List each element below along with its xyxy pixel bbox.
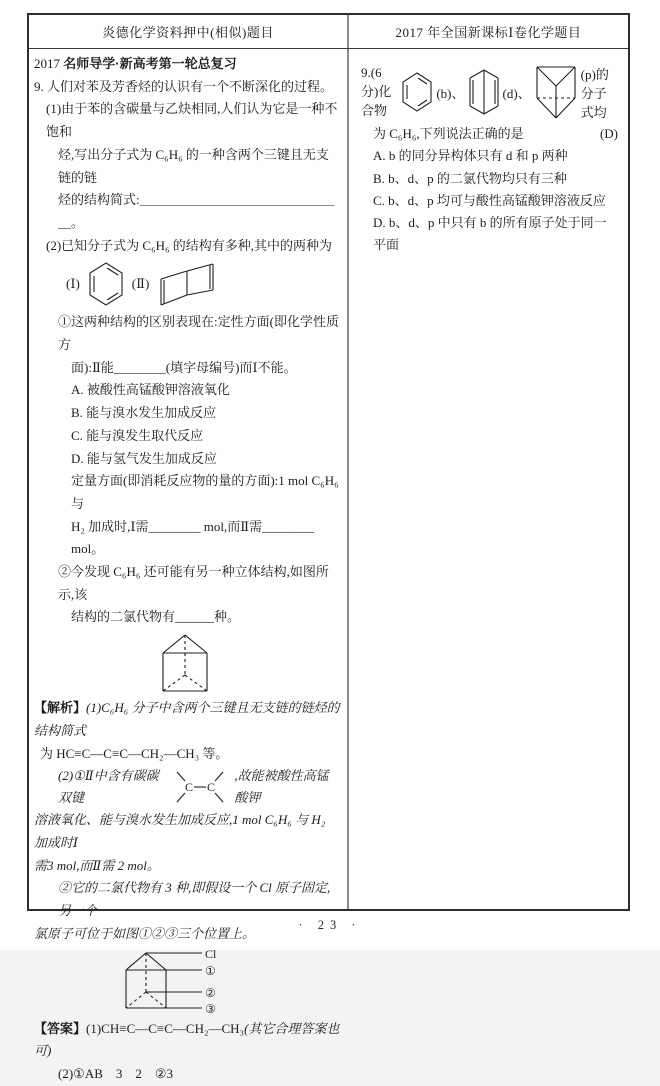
- structures-I-II-figure: [66, 260, 341, 308]
- part2-intro: (2)已知分子式为 C₆H₆ 的结构有多种,其中的两种为: [46, 237, 333, 253]
- analysis-line6: ②它的二氯代物有 3 种,即假设一个 Cl 原子固定,另一个: [58, 880, 331, 919]
- table-body: [29, 49, 628, 1081]
- right-q-p-label: (p)的分子式均: [580, 66, 609, 120]
- analysis-line1-text: (1)C₆H₆ 分子中含两个三键且无支链的链烃的结构简式: [34, 700, 340, 738]
- analysis-line3-post: ,故能被酸性高锰酸钾: [234, 767, 329, 806]
- dewar-benzene-d-structure: [467, 68, 501, 116]
- prismane-figure: [154, 631, 341, 695]
- answer-line1: [34, 1018, 341, 1063]
- option-a: A. 被酸性高锰酸钾溶液氧化: [71, 382, 230, 398]
- chlorine-label: Cl: [205, 946, 217, 961]
- analysis-label: 【解析】: [34, 700, 87, 716]
- right-q-stem: 为 C₆H₆,下列说法正确的是: [373, 126, 524, 141]
- right-option-c: C. b、d、p 均可与酸性高锰酸钾溶液反应: [373, 192, 606, 208]
- position-2-label: ②: [205, 985, 216, 1000]
- subq2-line2-blank: 结构的二氯代物有______种。: [71, 609, 241, 625]
- benzene-ring-structure: [86, 261, 126, 307]
- triangular-prism-structure: [154, 631, 218, 695]
- subq2-line1: ②今发现 C₆H₆ 还可能有另一种立体结构,如图所示,该: [58, 564, 329, 602]
- analysis-line1: [34, 697, 341, 742]
- part1-line1: (1)由于苯的含碳量与乙炔相同,人们认为它是一种不饱和: [46, 101, 338, 140]
- review-book-title: [34, 53, 341, 76]
- right-q-b-label: (b)、: [436, 85, 465, 101]
- cc-right-carbon: C: [207, 780, 216, 795]
- prismane-p-structure: [533, 64, 579, 120]
- right-column: [347, 49, 628, 909]
- header-left-title: 炎德化学资料押中(相似)题目: [102, 25, 274, 40]
- prismane-labeled-figure: [116, 948, 341, 1016]
- right-option-a: A. b 的同分异构体只有 d 和 p 两种: [373, 148, 568, 164]
- right-option-b: B. b、d、p 的二氯代物均只有三种: [373, 170, 567, 186]
- position-3-label: ③: [205, 1001, 216, 1016]
- exam-table: [27, 13, 630, 1081]
- answer-note: (其它合理答案也可): [34, 1020, 340, 1059]
- left-column: [29, 49, 347, 1081]
- position-1-label: ①: [205, 963, 216, 978]
- triangular-prism-chlorine-positions: [116, 948, 234, 1016]
- right-q-answer: (D): [599, 126, 618, 141]
- analysis-line2-formula: 为 HC≡C—C≡C—CH₂—CH₃ 等。: [40, 745, 229, 761]
- structure-I-label: (Ⅰ): [66, 276, 80, 292]
- right-question-line2: [373, 123, 618, 145]
- structure-II-label: (Ⅱ): [131, 276, 150, 292]
- answer-formula: (1)CH≡C—C≡C—CH₂—CH₃: [86, 1020, 245, 1036]
- cc-left-carbon: C: [185, 780, 194, 795]
- question-9-intro: 9. 人们对苯及芳香烃的认识有一个不断深化的过程。: [34, 78, 334, 94]
- quantitative-line1: 定量方面(即消耗反应物的量的方面):1 mol C₆H₆ 与: [71, 473, 342, 511]
- part1-line3-blank: 烃的结构简式:＿＿＿＿＿＿＿＿＿＿＿＿＿＿＿＿。: [58, 192, 335, 230]
- option-d: D. 能与氢气发生加成反应: [71, 450, 217, 466]
- page-number: · 23 ·: [298, 918, 362, 932]
- right-option-d: D. b、d、p 中只有 b 的所有原子处于同一平面: [373, 215, 607, 253]
- analysis-line5: 需3 mol,而Ⅱ需 2 mol。: [34, 857, 160, 873]
- right-q-d-label: (d)、: [502, 85, 531, 101]
- analysis-line4: 溶液氧化、能与溴水发生加成反应,1 mol C₆H₆ 与 H₂ 加成时Ⅰ: [34, 812, 329, 850]
- right-q-prefix: 9.(6 分)化合物: [361, 65, 392, 118]
- right-question-line1: [361, 61, 618, 123]
- subq1-line1: ①这两种结构的区别表现在:定性方面(即化学性质方: [58, 314, 339, 353]
- option-c: C. 能与溴发生取代反应: [71, 427, 204, 443]
- subtitle-year: 2017: [34, 56, 64, 71]
- answer-label: 【答案】: [34, 1020, 87, 1036]
- header-right-title: 2017 年全国新课标Ⅰ卷化学题目: [347, 15, 628, 48]
- analysis-line7: 氯原子可位于如图①②③三个位置上。: [34, 925, 256, 941]
- analysis-line3-pre: (2)①Ⅱ中含有碳碳双键: [58, 767, 159, 806]
- table-header-row: [29, 15, 628, 49]
- answer-line2: (2)①AB 3 2 ②3: [58, 1065, 174, 1081]
- benzene-b-structure: [400, 71, 434, 113]
- subtitle-text: 名师导学·新高考第一轮总复习: [63, 56, 237, 71]
- carbon-double-bond-structure: [174, 767, 230, 807]
- subq1-line2-blank: 面):Ⅱ能________(填字母编号)而Ⅰ不能。: [71, 359, 297, 375]
- analysis-line3: [58, 765, 341, 809]
- option-b: B. 能与溴水发生加成反应: [71, 405, 217, 421]
- quantitative-line2-blanks: H₂ 加成时,Ⅰ需________ mol,而Ⅱ需________ mol。: [71, 518, 318, 557]
- dewar-benzene-structure: [155, 261, 217, 308]
- part1-line2: 烃,写出分子式为 C₆H₆ 的一种含两个三键且无支链的链: [58, 146, 329, 185]
